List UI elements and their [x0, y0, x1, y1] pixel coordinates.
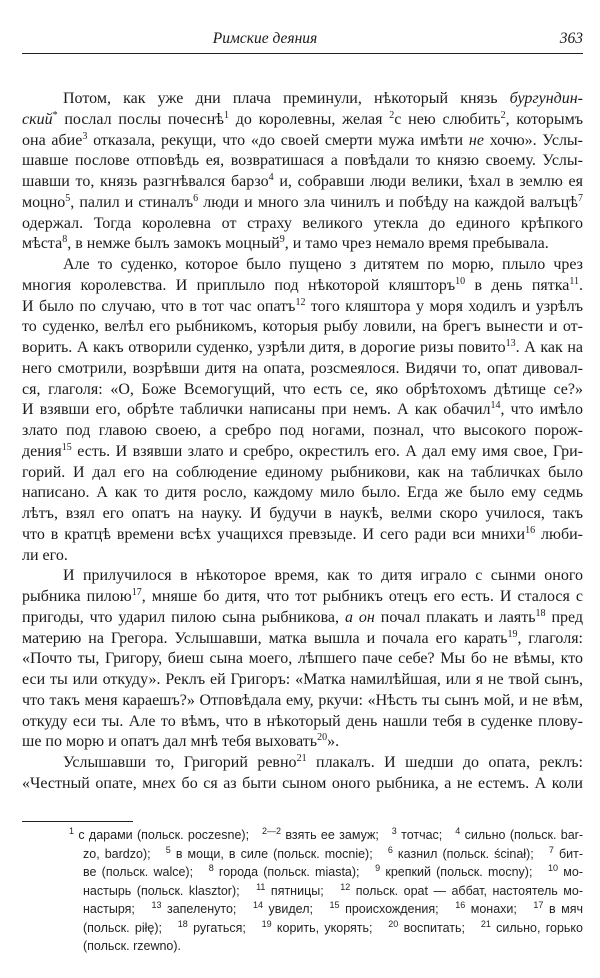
- footnote-line: [83, 919, 583, 938]
- footnote-ref: 9: [375, 863, 381, 873]
- footnote-ref: 6: [387, 844, 393, 855]
- text-run: ворить. А какъ отворили суденко, узрѣли дитя, в дорогие ризы повито: [22, 339, 506, 356]
- footnote-ref: 17: [533, 900, 544, 910]
- text-run: х бо ся аз быти сыном оного рыбника, а не естемъ. А коли: [168, 774, 583, 792]
- footnote-ref: 16: [525, 524, 536, 536]
- text-run: ругаться;: [187, 920, 262, 935]
- footnote-ref: 12: [340, 881, 351, 892]
- text-run: шавши то, князь разгнѣвался барзо: [22, 173, 269, 190]
- text-run: , которымъ: [505, 110, 584, 128]
- text-run: . А как на: [515, 339, 583, 356]
- text-run: того кляштора у моря ходилъ и узрѣлъ: [305, 297, 584, 315]
- text-run: дения: [22, 442, 62, 460]
- text-run: бит-: [553, 846, 583, 861]
- text-line: [22, 317, 583, 338]
- text-run: , мняше бо дитя, что тот рыбникъ отецъ его есть. И сталося с: [141, 588, 583, 605]
- text-line: [22, 89, 583, 110]
- text-run: Але то суденко, которое было пущено з дитятем по морю, плыло чрез: [63, 256, 583, 273]
- footnote-ref: 2—2: [262, 826, 282, 836]
- text-run: .: [579, 276, 584, 294]
- text-line: [22, 338, 583, 359]
- footnote-ref: 15: [329, 900, 340, 910]
- text-run: в мяч: [543, 902, 583, 916]
- text-run: настыря;: [83, 902, 152, 916]
- footnote-line: [83, 882, 583, 901]
- footnote-ref: 10: [548, 863, 559, 873]
- footnote-ref: 13: [151, 900, 162, 910]
- text-run: увидел;: [262, 902, 330, 916]
- text-line: [22, 214, 583, 235]
- footnote-ref: 7: [578, 192, 583, 204]
- text-run: люби-: [535, 525, 584, 543]
- footnote-ref: 2: [500, 109, 506, 121]
- text-line: [22, 712, 583, 733]
- footnote-ref: 4: [455, 826, 461, 836]
- text-run: лѣтъ, взял его опатъ на науку. И будучи в наукѣ, велми скоро училося, такъ: [22, 505, 583, 522]
- footnote-ref: 21: [296, 753, 307, 764]
- text-run: сильно (польск. bar-: [460, 828, 583, 842]
- footnote-ref: 6: [193, 192, 199, 204]
- footnote-line: [83, 937, 583, 956]
- text-run: ше по морю и опатъ дал мнѣ тебя выховать: [22, 733, 318, 751]
- text-run: казнил (польск. ścinał);: [392, 846, 549, 861]
- text-line: [22, 608, 583, 629]
- italic-run: ский: [22, 110, 53, 128]
- text-run: корить, укорять;: [271, 920, 389, 935]
- text-run: мо-: [558, 865, 583, 879]
- text-run: что в кратцѣ времени всѣх учащихся превзыде. И сего ради вси мнихи: [22, 525, 526, 543]
- text-run: ли его.: [22, 546, 68, 564]
- text-run: «Честный опате, мн: [22, 774, 161, 792]
- footnote-ref: 11: [569, 275, 580, 287]
- text-line: [22, 587, 583, 608]
- text-run: материю на Грегора. Услышавши, матка вышла и почала его карать: [22, 629, 508, 647]
- text-run: тотчас;: [396, 828, 456, 842]
- text-run: него смотрили, возрѣвши дитя на опата, розсмеялося. Видячи то, опат дивовал-: [22, 359, 583, 377]
- text-line: [22, 276, 583, 297]
- footnote-line: [83, 900, 583, 919]
- text-run: (польск. piłę);: [83, 920, 178, 935]
- footnote-ref: 7: [548, 844, 554, 855]
- text-run: пред: [545, 608, 584, 626]
- italic-run: бургундин-: [509, 90, 583, 107]
- text-run: крепкий (польск. mocny);: [380, 865, 549, 879]
- text-line: [22, 649, 583, 670]
- text-run: одержал. Тогда королевна от страху великого утекла до единого крѣпкого: [22, 214, 583, 232]
- footnote-line: [69, 826, 583, 845]
- text-line: [22, 110, 583, 131]
- text-run: И было по случаю, что в тот час опатъ: [22, 297, 296, 315]
- text-run: люди и много зла чинилъ и побѣду на каждой валъцѣ: [198, 193, 578, 211]
- text-run: мѣста: [22, 235, 63, 253]
- footnote-ref: 15: [61, 441, 72, 453]
- text-run: (польск. rzewno).: [83, 939, 182, 953]
- text-run: почал плакать и лаять: [374, 608, 536, 626]
- text-line: [22, 566, 583, 587]
- footnote-ref: 1: [224, 109, 229, 121]
- text-run: есть. И взявши злато и сребро, окрестилъ его. А дал ему имя свое, Гри-: [71, 442, 583, 460]
- footnote-ref: 18: [535, 607, 546, 619]
- footnote-ref: 21: [480, 918, 491, 929]
- footnotes: [69, 826, 583, 956]
- text-run: с дарами (польск. poczesne);: [74, 828, 263, 842]
- text-run: написано. А как то дитя росло, каждому мило было. Егда же было ему седмь: [22, 484, 583, 502]
- main-text: [22, 89, 583, 795]
- italic-run: а он: [344, 608, 375, 626]
- footnote-ref: 17: [131, 587, 142, 598]
- text-run: ».: [327, 733, 340, 751]
- text-run: , и тамо чрез немало время пребывала.: [284, 235, 549, 253]
- text-run: воспитать;: [398, 920, 481, 935]
- text-line: [22, 629, 583, 650]
- footnote-ref: 3: [391, 826, 397, 836]
- footnote-line: [83, 863, 583, 882]
- text-line: [22, 670, 583, 691]
- text-run: пятницы;: [265, 883, 341, 898]
- footnote-ref: 20: [388, 918, 399, 929]
- text-run: настырь (польск. klasztor);: [83, 883, 257, 898]
- text-run: отказала, рекущи, что «до своей смерти мужа имѣти: [87, 131, 469, 149]
- footnote-ref: 8: [208, 863, 214, 873]
- footnote-ref: 14: [252, 900, 263, 910]
- text-run: И прилучилося в нѣкоторое время, как то дитя играло с сынми оного: [63, 567, 583, 585]
- text-run: , палил и стиналъ: [70, 193, 194, 211]
- footnote-ref: 13: [505, 338, 516, 349]
- text-run: «Почто ты, Григору, биеш сына моего, лѣпшего паче себе? Мы бо не вѣмы, кто: [22, 650, 583, 668]
- text-run: пригоды, что ударил пилою сына рыбникова,: [22, 608, 345, 626]
- text-line: [22, 753, 583, 774]
- text-line: [22, 400, 583, 421]
- text-line: [22, 504, 583, 525]
- footnote-ref: 9: [279, 234, 285, 246]
- text-line: [22, 359, 583, 380]
- text-run: Услышавши то, Григорий ревно: [63, 754, 297, 771]
- text-line: [22, 732, 583, 753]
- text-line: [22, 172, 583, 193]
- footnote-ref: *: [52, 109, 58, 121]
- text-run: она абие: [22, 131, 83, 149]
- text-line: [22, 463, 583, 484]
- footnote-ref: 20: [317, 732, 328, 744]
- footnote-ref: 19: [261, 918, 272, 929]
- text-line: [22, 255, 583, 276]
- footnote-ref: 2: [389, 109, 395, 121]
- text-run: , в немже былъ замокъ моцный: [67, 235, 280, 253]
- text-run: происхождения;: [339, 902, 456, 916]
- footnote-ref: 10: [455, 275, 466, 287]
- text-run: взять ее замуж;: [281, 828, 392, 842]
- footnote-ref: 4: [268, 172, 274, 183]
- footnote-ref: 14: [490, 400, 501, 412]
- text-run: плакалъ. И шедши до опата, реклъ:: [306, 754, 583, 771]
- text-run: то суденко, велѣл его рыбникомъ, которыя рыбу ловили, на брегъ вынести и от-: [22, 318, 583, 336]
- text-run: , глаголя:: [517, 629, 584, 647]
- text-run: города (польск. miasta);: [213, 865, 376, 879]
- footnote-ref: 12: [295, 296, 306, 308]
- footnote-ref: 5: [165, 844, 171, 855]
- text-line: [22, 234, 583, 255]
- footnote-rule: [22, 821, 133, 822]
- footnote-ref: 11: [256, 881, 266, 892]
- text-run: горий. И дал его на соблюдение единому рыбникови, как на табличках было: [22, 463, 583, 481]
- footnote-ref: 8: [62, 234, 68, 246]
- text-run: запеленуто;: [161, 902, 253, 916]
- footnote-ref: 19: [507, 628, 518, 640]
- text-line: [22, 442, 583, 463]
- text-run: ве (польск. walce);: [83, 865, 209, 879]
- footnote-ref: 18: [177, 918, 188, 929]
- text-line: [22, 421, 583, 442]
- text-run: шавше послове отповѣдь ея, возвратишася а повѣдали то князю своему. Услы-: [22, 152, 583, 170]
- text-line: [22, 774, 583, 795]
- text-line: [22, 691, 583, 712]
- header-rule: [22, 53, 583, 54]
- text-run: послал послы почеснѣ: [57, 110, 224, 128]
- running-title: Римские деяния: [212, 30, 318, 47]
- text-line: [22, 131, 583, 152]
- text-run: , что имѣло: [500, 401, 584, 419]
- text-run: и, собравши люди велики, ѣхал в землю ея: [273, 173, 583, 190]
- text-run: еси ты или откуду». Реклъ ей Григоръ: «Матка намилѣйшая, или я не твой сынъ,: [22, 671, 583, 688]
- text-run: до королевны, желая: [229, 110, 390, 128]
- text-run: монахи;: [465, 902, 534, 916]
- text-run: рыбника пилою: [22, 588, 132, 605]
- text-line: [22, 193, 583, 214]
- text-run: в мощи, в силе (польск. mocnie);: [170, 846, 388, 861]
- text-run: ся, глаголя: «О, Боже Всемогущий, что есть се, яко обрѣтохомъ дѣтище се?»: [22, 380, 583, 398]
- text-line: [22, 546, 583, 567]
- footnote-ref: 5: [65, 192, 71, 204]
- text-run: многия королевства. И приплыло под нѣкоторой кляшторъ: [22, 276, 456, 294]
- text-run: в день пятка: [465, 276, 570, 294]
- text-run: злато под главою своею, а сребро под ногами, познал, что высокого порож-: [22, 422, 583, 439]
- text-line: [22, 380, 583, 401]
- footnote-ref: 1: [69, 826, 75, 836]
- text-run: И взявши его, обрѣте таблички написаны при немъ. А как обачил: [22, 401, 491, 419]
- text-run: Потом, как уже дни плача преминули, нѣкоторый князь: [63, 90, 510, 107]
- italic-run: не: [468, 131, 484, 149]
- text-run: что такъ меня караешъ?» Отповѣдала ему, ркучи: «Нѣсть ты сынъ мой, и не вѣм,: [22, 691, 583, 709]
- text-line: [22, 483, 583, 504]
- footnote-ref: 3: [82, 130, 88, 142]
- text-line: [22, 525, 583, 546]
- page-number: 363: [559, 30, 583, 47]
- text-line: [22, 151, 583, 172]
- text-run: моцно: [22, 193, 66, 211]
- text-run: хочю». Услы-: [483, 131, 583, 149]
- text-line: [22, 297, 583, 318]
- footnote-ref: 16: [455, 900, 466, 910]
- text-run: сильно, горько: [490, 920, 583, 935]
- footnote-line: [83, 845, 583, 864]
- text-run: откуду еси ты. Але то вѣмъ, что в нѣкоторый день нашли тебя в суденке плову-: [22, 712, 583, 730]
- text-run: zo, bardzo);: [83, 846, 166, 861]
- text-run: с нею слюбить: [394, 110, 501, 128]
- italic-run: е: [160, 774, 169, 792]
- text-run: польск. opat — аббат, настоятель мо-: [350, 883, 583, 898]
